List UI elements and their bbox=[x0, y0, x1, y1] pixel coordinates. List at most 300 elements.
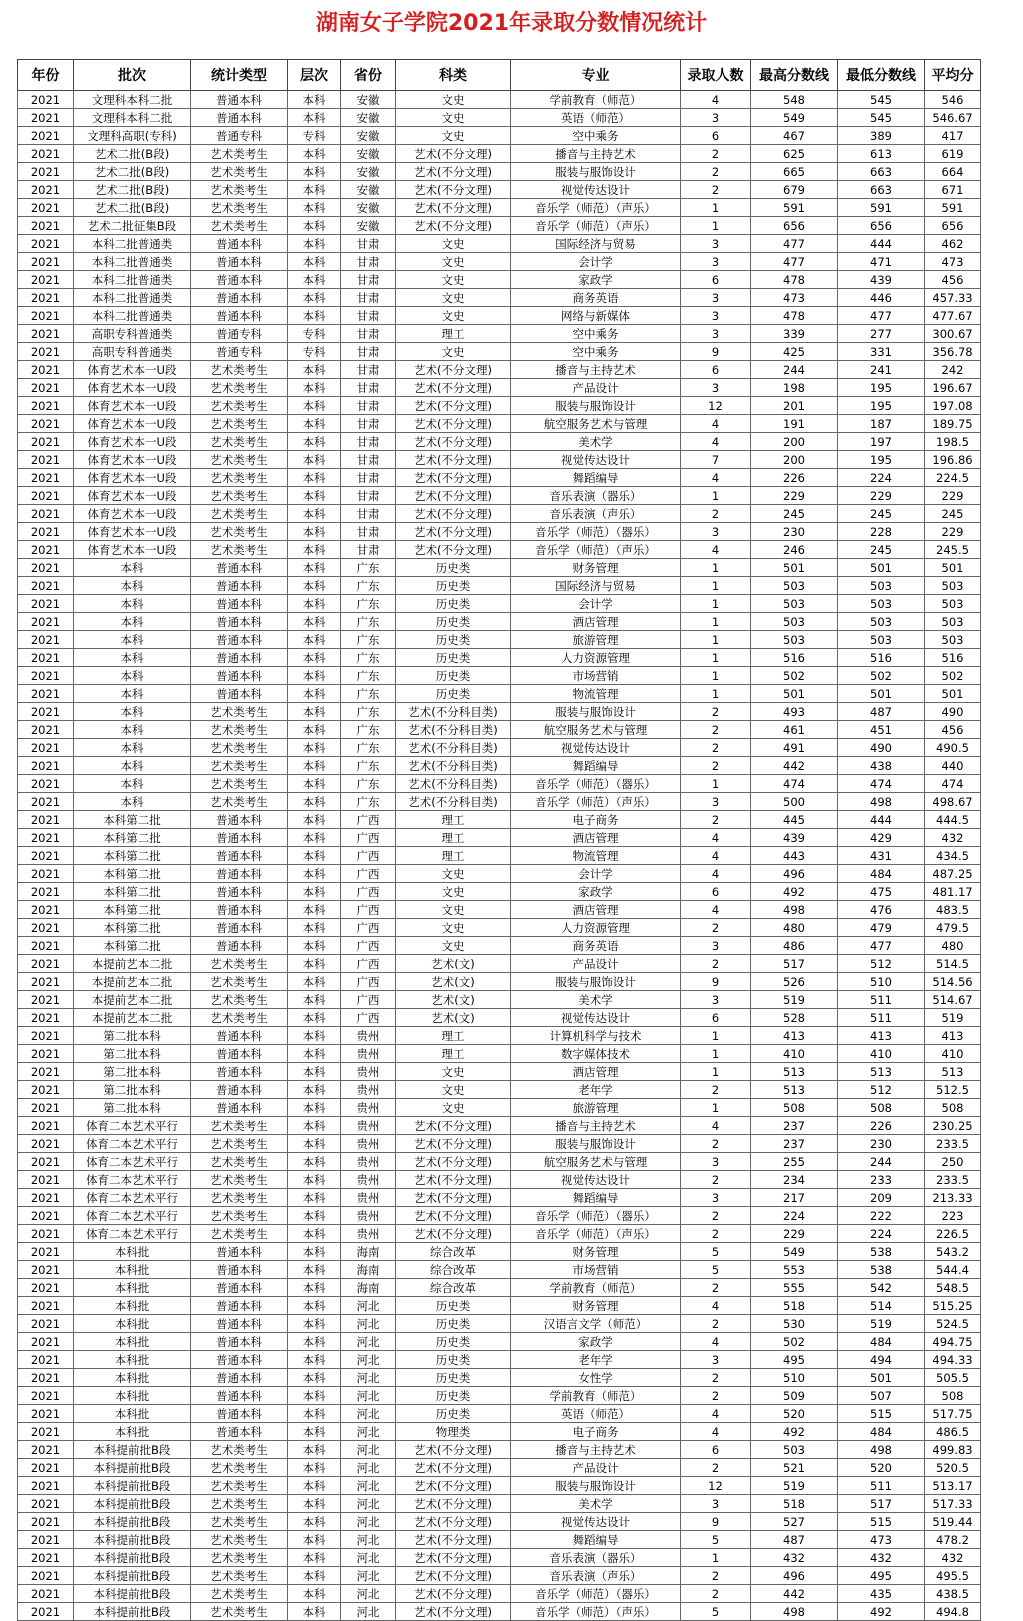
cell-subject-category: 艺术(不分文理) bbox=[396, 199, 511, 217]
cell-admitted-count: 3 bbox=[681, 235, 751, 253]
cell-avg-score: 250 bbox=[925, 1153, 981, 1171]
cell-level: 本科 bbox=[288, 91, 341, 109]
cell-level: 本科 bbox=[288, 199, 341, 217]
cell-min-score: 229 bbox=[838, 487, 925, 505]
cell-batch: 体育艺术本一U段 bbox=[74, 505, 191, 523]
cell-min-score: 431 bbox=[838, 847, 925, 865]
cell-level: 本科 bbox=[288, 1477, 341, 1495]
cell-stat-type: 普通本科 bbox=[191, 307, 288, 325]
cell-year: 2021 bbox=[18, 1153, 74, 1171]
cell-min-score: 511 bbox=[838, 1477, 925, 1495]
cell-province: 贵州 bbox=[341, 1045, 396, 1063]
cell-admitted-count: 5 bbox=[681, 1243, 751, 1261]
cell-major: 英语（师范） bbox=[511, 109, 681, 127]
cell-max-score: 495 bbox=[751, 1351, 838, 1369]
cell-admitted-count: 3 bbox=[681, 379, 751, 397]
cell-subject-category: 艺术(不分文理) bbox=[396, 397, 511, 415]
cell-batch: 本科提前批B段 bbox=[74, 1495, 191, 1513]
cell-subject-category: 艺术(不分文理) bbox=[396, 505, 511, 523]
cell-batch: 文理科本科二批 bbox=[74, 109, 191, 127]
table-row bbox=[18, 1603, 981, 1621]
cell-admitted-count: 1 bbox=[681, 1027, 751, 1045]
cell-subject-category: 文史 bbox=[396, 235, 511, 253]
cell-level: 本科 bbox=[288, 1171, 341, 1189]
cell-min-score: 503 bbox=[838, 595, 925, 613]
cell-level: 本科 bbox=[288, 577, 341, 595]
cell-province: 河北 bbox=[341, 1423, 396, 1441]
cell-stat-type: 艺术类考生 bbox=[191, 1477, 288, 1495]
column-header-stat-type: 统计类型 bbox=[191, 60, 288, 91]
cell-batch: 艺术二批(B段) bbox=[74, 145, 191, 163]
cell-year: 2021 bbox=[18, 487, 74, 505]
cell-min-score: 520 bbox=[838, 1459, 925, 1477]
column-header-level: 层次 bbox=[288, 60, 341, 91]
cell-major: 学前教育（师范） bbox=[511, 91, 681, 109]
cell-max-score: 520 bbox=[751, 1405, 838, 1423]
cell-level: 本科 bbox=[288, 289, 341, 307]
cell-level: 本科 bbox=[288, 1297, 341, 1315]
cell-year: 2021 bbox=[18, 145, 74, 163]
cell-province: 广西 bbox=[341, 1009, 396, 1027]
cell-stat-type: 艺术类考生 bbox=[191, 145, 288, 163]
cell-max-score: 518 bbox=[751, 1297, 838, 1315]
cell-major: 播音与主持艺术 bbox=[511, 1441, 681, 1459]
cell-province: 甘肃 bbox=[341, 253, 396, 271]
cell-level: 本科 bbox=[288, 1459, 341, 1477]
cell-batch: 本科批 bbox=[74, 1333, 191, 1351]
cell-batch: 文理科高职(专科) bbox=[74, 127, 191, 145]
cell-level: 本科 bbox=[288, 361, 341, 379]
cell-major: 舞蹈编导 bbox=[511, 469, 681, 487]
table-row bbox=[18, 253, 981, 271]
cell-admitted-count: 1 bbox=[681, 1099, 751, 1117]
cell-batch: 本科提前批B段 bbox=[74, 1441, 191, 1459]
cell-min-score: 501 bbox=[838, 1369, 925, 1387]
cell-level: 本科 bbox=[288, 1369, 341, 1387]
cell-stat-type: 普通专科 bbox=[191, 127, 288, 145]
cell-province: 海南 bbox=[341, 1261, 396, 1279]
cell-year: 2021 bbox=[18, 1099, 74, 1117]
cell-avg-score: 483.5 bbox=[925, 901, 981, 919]
cell-batch: 本科 bbox=[74, 721, 191, 739]
cell-admitted-count: 2 bbox=[681, 955, 751, 973]
cell-level: 本科 bbox=[288, 1117, 341, 1135]
cell-admitted-count: 4 bbox=[681, 91, 751, 109]
cell-stat-type: 普通本科 bbox=[191, 289, 288, 307]
cell-province: 广西 bbox=[341, 847, 396, 865]
cell-batch: 本提前艺本二批 bbox=[74, 955, 191, 973]
cell-batch: 体育艺术本一U段 bbox=[74, 379, 191, 397]
cell-province: 广西 bbox=[341, 973, 396, 991]
table-row bbox=[18, 307, 981, 325]
cell-province: 河北 bbox=[341, 1441, 396, 1459]
table-row bbox=[18, 955, 981, 973]
cell-avg-score: 432 bbox=[925, 1549, 981, 1567]
cell-admitted-count: 1 bbox=[681, 1045, 751, 1063]
cell-year: 2021 bbox=[18, 883, 74, 901]
table-row bbox=[18, 541, 981, 559]
cell-major: 视觉传达设计 bbox=[511, 739, 681, 757]
cell-admitted-count: 3 bbox=[681, 937, 751, 955]
cell-major: 学前教育（师范） bbox=[511, 1387, 681, 1405]
cell-subject-category: 艺术(不分科目类) bbox=[396, 775, 511, 793]
cell-admitted-count: 2 bbox=[681, 1279, 751, 1297]
table-row bbox=[18, 1531, 981, 1549]
cell-subject-category: 艺术(不分文理) bbox=[396, 487, 511, 505]
cell-province: 广东 bbox=[341, 649, 396, 667]
cell-avg-score: 517.75 bbox=[925, 1405, 981, 1423]
cell-level: 本科 bbox=[288, 955, 341, 973]
cell-batch: 本科 bbox=[74, 739, 191, 757]
cell-province: 广西 bbox=[341, 919, 396, 937]
cell-year: 2021 bbox=[18, 829, 74, 847]
cell-avg-score: 524.5 bbox=[925, 1315, 981, 1333]
cell-min-score: 477 bbox=[838, 937, 925, 955]
cell-max-score: 518 bbox=[751, 1495, 838, 1513]
cell-year: 2021 bbox=[18, 1603, 74, 1621]
admission-table-container bbox=[17, 59, 981, 1621]
cell-province: 甘肃 bbox=[341, 325, 396, 343]
cell-subject-category: 艺术(不分文理) bbox=[396, 469, 511, 487]
cell-avg-score: 197.08 bbox=[925, 397, 981, 415]
cell-batch: 本科批 bbox=[74, 1369, 191, 1387]
cell-max-score: 442 bbox=[751, 1585, 838, 1603]
cell-max-score: 201 bbox=[751, 397, 838, 415]
cell-province: 广西 bbox=[341, 937, 396, 955]
cell-major: 视觉传达设计 bbox=[511, 181, 681, 199]
cell-avg-score: 413 bbox=[925, 1027, 981, 1045]
cell-min-score: 512 bbox=[838, 1081, 925, 1099]
cell-admitted-count: 2 bbox=[681, 721, 751, 739]
cell-level: 本科 bbox=[288, 811, 341, 829]
cell-batch: 本科第二批 bbox=[74, 847, 191, 865]
cell-major: 音乐学（师范）（声乐） bbox=[511, 217, 681, 235]
cell-major: 服装与服饰设计 bbox=[511, 703, 681, 721]
cell-major: 学前教育（师范） bbox=[511, 1279, 681, 1297]
cell-level: 本科 bbox=[288, 541, 341, 559]
cell-batch: 艺术二批(B段) bbox=[74, 181, 191, 199]
cell-avg-score: 514.67 bbox=[925, 991, 981, 1009]
cell-stat-type: 普通本科 bbox=[191, 1081, 288, 1099]
cell-subject-category: 物理类 bbox=[396, 1423, 511, 1441]
cell-batch: 本提前艺本二批 bbox=[74, 973, 191, 991]
cell-batch: 本科提前批B段 bbox=[74, 1585, 191, 1603]
cell-stat-type: 艺术类考生 bbox=[191, 1531, 288, 1549]
cell-year: 2021 bbox=[18, 325, 74, 343]
cell-avg-score: 242 bbox=[925, 361, 981, 379]
cell-admitted-count: 4 bbox=[681, 1423, 751, 1441]
cell-stat-type: 普通本科 bbox=[191, 613, 288, 631]
cell-admitted-count: 2 bbox=[681, 1207, 751, 1225]
cell-admitted-count: 1 bbox=[681, 649, 751, 667]
table-row bbox=[18, 181, 981, 199]
cell-avg-score: 198.5 bbox=[925, 433, 981, 451]
cell-subject-category: 历史类 bbox=[396, 559, 511, 577]
cell-major: 国际经济与贸易 bbox=[511, 577, 681, 595]
cell-stat-type: 普通本科 bbox=[191, 91, 288, 109]
cell-major: 汉语言文学（师范） bbox=[511, 1315, 681, 1333]
cell-level: 本科 bbox=[288, 613, 341, 631]
cell-max-score: 229 bbox=[751, 1225, 838, 1243]
cell-max-score: 625 bbox=[751, 145, 838, 163]
table-row bbox=[18, 1387, 981, 1405]
cell-batch: 本科批 bbox=[74, 1351, 191, 1369]
cell-stat-type: 艺术类考生 bbox=[191, 973, 288, 991]
cell-min-score: 226 bbox=[838, 1117, 925, 1135]
cell-province: 河北 bbox=[341, 1369, 396, 1387]
cell-level: 本科 bbox=[288, 721, 341, 739]
cell-batch: 本科第二批 bbox=[74, 901, 191, 919]
cell-max-score: 500 bbox=[751, 793, 838, 811]
cell-level: 本科 bbox=[288, 505, 341, 523]
cell-min-score: 542 bbox=[838, 1279, 925, 1297]
cell-level: 本科 bbox=[288, 559, 341, 577]
cell-subject-category: 艺术(不分文理) bbox=[396, 1441, 511, 1459]
cell-subject-category: 历史类 bbox=[396, 1297, 511, 1315]
cell-min-score: 503 bbox=[838, 613, 925, 631]
cell-year: 2021 bbox=[18, 523, 74, 541]
cell-max-score: 513 bbox=[751, 1081, 838, 1099]
cell-level: 本科 bbox=[288, 109, 341, 127]
cell-level: 本科 bbox=[288, 1567, 341, 1585]
cell-year: 2021 bbox=[18, 595, 74, 613]
cell-min-score: 224 bbox=[838, 469, 925, 487]
cell-batch: 体育艺术本一U段 bbox=[74, 487, 191, 505]
cell-major: 舞蹈编导 bbox=[511, 1189, 681, 1207]
cell-major: 服装与服饰设计 bbox=[511, 163, 681, 181]
cell-subject-category: 文史 bbox=[396, 289, 511, 307]
cell-admitted-count: 1 bbox=[681, 595, 751, 613]
cell-max-score: 234 bbox=[751, 1171, 838, 1189]
cell-province: 广西 bbox=[341, 955, 396, 973]
cell-batch: 体育艺术本一U段 bbox=[74, 541, 191, 559]
cell-year: 2021 bbox=[18, 757, 74, 775]
cell-avg-score: 619 bbox=[925, 145, 981, 163]
cell-min-score: 545 bbox=[838, 109, 925, 127]
cell-min-score: 513 bbox=[838, 1063, 925, 1081]
cell-batch: 本提前艺本二批 bbox=[74, 1009, 191, 1027]
cell-stat-type: 艺术类考生 bbox=[191, 1441, 288, 1459]
table-row bbox=[18, 343, 981, 361]
cell-major: 女性学 bbox=[511, 1369, 681, 1387]
cell-admitted-count: 1 bbox=[681, 217, 751, 235]
cell-province: 广西 bbox=[341, 829, 396, 847]
cell-batch: 本科 bbox=[74, 631, 191, 649]
table-row bbox=[18, 1207, 981, 1225]
cell-subject-category: 历史类 bbox=[396, 1369, 511, 1387]
cell-province: 安徽 bbox=[341, 127, 396, 145]
cell-min-score: 195 bbox=[838, 397, 925, 415]
table-row bbox=[18, 1405, 981, 1423]
cell-stat-type: 普通本科 bbox=[191, 1333, 288, 1351]
cell-major: 旅游管理 bbox=[511, 631, 681, 649]
cell-year: 2021 bbox=[18, 1513, 74, 1531]
cell-year: 2021 bbox=[18, 1009, 74, 1027]
cell-min-score: 222 bbox=[838, 1207, 925, 1225]
cell-year: 2021 bbox=[18, 1207, 74, 1225]
cell-stat-type: 普通本科 bbox=[191, 1279, 288, 1297]
cell-subject-category: 艺术(不分文理) bbox=[396, 541, 511, 559]
cell-avg-score: 245 bbox=[925, 505, 981, 523]
cell-admitted-count: 2 bbox=[681, 145, 751, 163]
cell-province: 河北 bbox=[341, 1531, 396, 1549]
cell-major: 商务英语 bbox=[511, 937, 681, 955]
cell-subject-category: 艺术(不分文理) bbox=[396, 1171, 511, 1189]
cell-stat-type: 艺术类考生 bbox=[191, 1135, 288, 1153]
cell-avg-score: 499.83 bbox=[925, 1441, 981, 1459]
cell-admitted-count: 5 bbox=[681, 1603, 751, 1621]
table-row bbox=[18, 1153, 981, 1171]
cell-year: 2021 bbox=[18, 415, 74, 433]
cell-min-score: 197 bbox=[838, 433, 925, 451]
cell-avg-score: 671 bbox=[925, 181, 981, 199]
cell-province: 贵州 bbox=[341, 1189, 396, 1207]
cell-stat-type: 普通本科 bbox=[191, 685, 288, 703]
cell-stat-type: 普通专科 bbox=[191, 343, 288, 361]
cell-stat-type: 艺术类考生 bbox=[191, 415, 288, 433]
table-body bbox=[18, 91, 981, 1621]
cell-max-score: 237 bbox=[751, 1135, 838, 1153]
cell-level: 本科 bbox=[288, 1153, 341, 1171]
cell-batch: 体育二本艺术平行 bbox=[74, 1171, 191, 1189]
cell-max-score: 513 bbox=[751, 1063, 838, 1081]
cell-year: 2021 bbox=[18, 541, 74, 559]
table-row bbox=[18, 595, 981, 613]
table-row bbox=[18, 775, 981, 793]
cell-level: 本科 bbox=[288, 595, 341, 613]
cell-province: 安徽 bbox=[341, 109, 396, 127]
cell-avg-score: 494.75 bbox=[925, 1333, 981, 1351]
cell-batch: 高职专科普通类 bbox=[74, 343, 191, 361]
cell-year: 2021 bbox=[18, 1585, 74, 1603]
cell-batch: 体育艺术本一U段 bbox=[74, 523, 191, 541]
cell-max-score: 665 bbox=[751, 163, 838, 181]
cell-min-score: 511 bbox=[838, 1009, 925, 1027]
table-row bbox=[18, 1261, 981, 1279]
cell-admitted-count: 2 bbox=[681, 1315, 751, 1333]
table-row bbox=[18, 613, 981, 631]
cell-stat-type: 普通本科 bbox=[191, 847, 288, 865]
cell-admitted-count: 2 bbox=[681, 703, 751, 721]
cell-batch: 本科批 bbox=[74, 1279, 191, 1297]
cell-stat-type: 普通专科 bbox=[191, 325, 288, 343]
cell-stat-type: 艺术类考生 bbox=[191, 487, 288, 505]
cell-level: 本科 bbox=[288, 1135, 341, 1153]
cell-min-score: 230 bbox=[838, 1135, 925, 1153]
table-row bbox=[18, 793, 981, 811]
cell-level: 本科 bbox=[288, 829, 341, 847]
cell-admitted-count: 1 bbox=[681, 559, 751, 577]
cell-province: 贵州 bbox=[341, 1117, 396, 1135]
cell-province: 广西 bbox=[341, 901, 396, 919]
cell-stat-type: 普通本科 bbox=[191, 631, 288, 649]
cell-level: 本科 bbox=[288, 1207, 341, 1225]
cell-admitted-count: 1 bbox=[681, 667, 751, 685]
cell-subject-category: 艺术(不分文理) bbox=[396, 1225, 511, 1243]
cell-batch: 体育二本艺术平行 bbox=[74, 1153, 191, 1171]
cell-level: 本科 bbox=[288, 649, 341, 667]
column-header-year: 年份 bbox=[18, 60, 74, 91]
cell-avg-score: 505.5 bbox=[925, 1369, 981, 1387]
cell-subject-category: 艺术(不分文理) bbox=[396, 1495, 511, 1513]
cell-avg-score: 478.2 bbox=[925, 1531, 981, 1549]
cell-min-score: 516 bbox=[838, 649, 925, 667]
cell-max-score: 246 bbox=[751, 541, 838, 559]
table-row bbox=[18, 1171, 981, 1189]
cell-min-score: 475 bbox=[838, 883, 925, 901]
cell-province: 广东 bbox=[341, 685, 396, 703]
cell-admitted-count: 4 bbox=[681, 1297, 751, 1315]
cell-max-score: 492 bbox=[751, 1423, 838, 1441]
cell-major: 财务管理 bbox=[511, 559, 681, 577]
cell-subject-category: 艺术(不分文理) bbox=[396, 1585, 511, 1603]
table-row bbox=[18, 1351, 981, 1369]
cell-level: 本科 bbox=[288, 397, 341, 415]
cell-level: 本科 bbox=[288, 163, 341, 181]
cell-province: 甘肃 bbox=[341, 505, 396, 523]
cell-max-score: 226 bbox=[751, 469, 838, 487]
cell-max-score: 530 bbox=[751, 1315, 838, 1333]
cell-year: 2021 bbox=[18, 1441, 74, 1459]
table-row bbox=[18, 1459, 981, 1477]
cell-avg-score: 508 bbox=[925, 1387, 981, 1405]
cell-batch: 体育艺术本一U段 bbox=[74, 415, 191, 433]
table-row bbox=[18, 883, 981, 901]
cell-level: 本科 bbox=[288, 1603, 341, 1621]
cell-level: 本科 bbox=[288, 1585, 341, 1603]
table-row bbox=[18, 703, 981, 721]
cell-year: 2021 bbox=[18, 1459, 74, 1477]
cell-batch: 本科第二批 bbox=[74, 937, 191, 955]
cell-batch: 本科二批普通类 bbox=[74, 253, 191, 271]
cell-batch: 本科 bbox=[74, 595, 191, 613]
table-row bbox=[18, 1477, 981, 1495]
cell-min-score: 435 bbox=[838, 1585, 925, 1603]
cell-avg-score: 300.67 bbox=[925, 325, 981, 343]
cell-avg-score: 501 bbox=[925, 685, 981, 703]
cell-admitted-count: 1 bbox=[681, 199, 751, 217]
cell-year: 2021 bbox=[18, 1117, 74, 1135]
table-row bbox=[18, 1081, 981, 1099]
table-row bbox=[18, 469, 981, 487]
cell-stat-type: 艺术类考生 bbox=[191, 775, 288, 793]
cell-max-score: 503 bbox=[751, 1441, 838, 1459]
cell-admitted-count: 1 bbox=[681, 487, 751, 505]
cell-major: 美术学 bbox=[511, 991, 681, 1009]
cell-major: 酒店管理 bbox=[511, 901, 681, 919]
cell-batch: 本科提前批B段 bbox=[74, 1549, 191, 1567]
cell-avg-score: 229 bbox=[925, 523, 981, 541]
cell-admitted-count: 3 bbox=[681, 1153, 751, 1171]
cell-avg-score: 498.67 bbox=[925, 793, 981, 811]
cell-batch: 本科第二批 bbox=[74, 919, 191, 937]
cell-province: 甘肃 bbox=[341, 433, 396, 451]
cell-min-score: 331 bbox=[838, 343, 925, 361]
cell-level: 本科 bbox=[288, 1549, 341, 1567]
cell-year: 2021 bbox=[18, 703, 74, 721]
cell-subject-category: 艺术(不分文理) bbox=[396, 1531, 511, 1549]
cell-stat-type: 普通本科 bbox=[191, 559, 288, 577]
cell-admitted-count: 1 bbox=[681, 631, 751, 649]
cell-major: 航空服务艺术与管理 bbox=[511, 1153, 681, 1171]
cell-stat-type: 艺术类考生 bbox=[191, 991, 288, 1009]
cell-admitted-count: 12 bbox=[681, 1477, 751, 1495]
cell-admitted-count: 2 bbox=[681, 1387, 751, 1405]
cell-min-score: 591 bbox=[838, 199, 925, 217]
cell-avg-score: 456 bbox=[925, 721, 981, 739]
table-row bbox=[18, 1279, 981, 1297]
cell-max-score: 516 bbox=[751, 649, 838, 667]
